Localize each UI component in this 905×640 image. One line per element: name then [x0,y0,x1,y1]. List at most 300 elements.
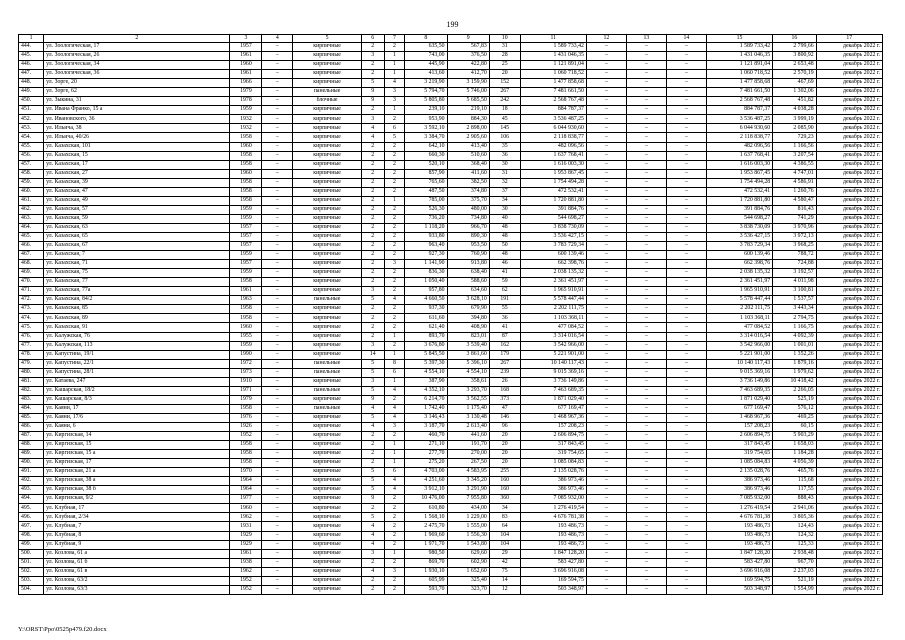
table-cell: – [262,404,293,413]
table-cell: декабрь 2022 г. [816,504,882,513]
table-cell: 1 121 891,04 [706,61,772,70]
table-cell: 933,80 [405,232,447,241]
table-cell: 32 [489,178,520,187]
document-footer-path: Y:\ORST\Ppo\0525p479.f20.docx [18,626,107,633]
table-cell: кирпичные [293,305,362,314]
table-row [19,422,883,431]
table-cell: – [626,106,666,115]
table-cell: 677 169,47 [520,404,586,413]
table-cell: 1958 [230,278,262,287]
table-cell: 48 [489,251,520,260]
table-cell: – [262,585,293,594]
table-row [19,567,883,576]
table-cell: 1958 [230,441,262,450]
table-cell: кирпичные [293,151,362,160]
table-cell: 2 905,60 [447,133,489,142]
table-cell: 1958 [230,187,262,196]
table-cell: – [262,386,293,395]
table-cell: 3 805,36 [773,513,816,522]
table-cell: 1 720 881,80 [520,196,586,205]
table-cell: 5 [361,296,384,305]
table-cell: 2 [361,269,384,278]
table-cell: 461. [19,196,44,205]
table-cell: 2 [384,187,405,196]
table-cell: – [586,260,626,269]
table-cell: – [586,187,626,196]
table-cell: ул. Капустина, 28/1 [44,368,230,377]
table-cell: – [586,70,626,79]
table-cell: 1 847 128,20 [706,549,772,558]
table-cell: 4 [384,404,405,413]
table-cell: 391 884,76 [706,205,772,214]
table-row [19,251,883,260]
table-cell: 3 536 487,25 [706,115,772,124]
table-cell: 2 202 111,75 [520,305,586,314]
table-cell: 3 314 016,54 [706,332,772,341]
table-cell: 2 [361,504,384,513]
table-cell: 1 965 910,91 [706,287,772,296]
table-cell: 1976 [230,413,262,422]
table-cell: – [626,260,666,269]
table-cell: 1929 [230,540,262,549]
table-cell: 662 398,76 [520,260,586,269]
table-cell: 87 [489,332,520,341]
table-cell: – [626,151,666,160]
table-cell: 1979 [230,395,262,404]
table-cell: 408,90 [447,323,489,332]
table-cell: – [626,115,666,124]
table-cell: кирпичные [293,196,362,205]
table-cell: 966,70 [447,223,489,232]
table-cell: – [626,404,666,413]
table-cell: 1 637 768,41 [520,151,586,160]
table-row [19,178,883,187]
table-cell: – [586,196,626,205]
table-cell: 1 085 084,83 [706,459,772,468]
table-cell: – [262,540,293,549]
table-cell: 1 589 733,42 [706,43,772,52]
table-row [19,350,883,359]
table-cell: 1 742,40 [405,404,447,413]
table-cell: панельные [293,296,362,305]
table-cell: 460. [19,187,44,196]
table-cell: 375,70 [447,196,489,205]
table-cell: 499. [19,540,44,549]
table-cell: 1 468 967,36 [520,413,586,422]
table-cell: 75 [489,567,520,576]
column-header: 16 [773,35,816,43]
table-cell: 1990 [230,350,262,359]
table-cell: 60,15 [773,422,816,431]
table-row [19,531,883,540]
table-cell: 1 555,00 [447,522,489,531]
table-cell: 567,83 [447,43,489,52]
table-cell: 9 [361,395,384,404]
table-cell: панельные [293,404,362,413]
table-cell: 1958 [230,160,262,169]
table-cell: – [626,305,666,314]
table-cell: кирпичные [293,531,362,540]
table-cell: ул. Казахская, 77а [44,287,230,296]
table-cell: декабрь 2022 г. [816,79,882,88]
table-cell: 610,80 [405,504,447,513]
table-cell: 3 562,55 [447,395,489,404]
table-cell: 3 [361,287,384,296]
table-cell: 5 [361,79,384,88]
table-cell: кирпичные [293,522,362,531]
table-cell: кирпичные [293,251,362,260]
table-row [19,269,883,278]
table-cell: 1 431 046,35 [706,52,772,61]
table-cell: 277,70 [405,450,447,459]
table-cell: 1926 [230,422,262,431]
table-cell: кирпичные [293,450,362,459]
table-cell: панельные [293,88,362,97]
table-cell: – [586,323,626,332]
table-cell: 193 486,73 [706,522,772,531]
table-cell: – [262,88,293,97]
table-cell: 20 [489,441,520,450]
table-cell: – [666,314,706,323]
table-cell: 1 720 881,80 [706,196,772,205]
table-cell: 1 118,20 [405,223,447,232]
table-cell: – [626,395,666,404]
table-cell: 1 141,90 [405,260,447,269]
table-row [19,151,883,160]
table-cell: 2 [384,242,405,251]
table-cell: 2 475,70 [405,522,447,531]
table-cell: 487,50 [405,187,447,196]
table-cell: декабрь 2022 г. [816,522,882,531]
table-cell: – [262,549,293,558]
table-cell: 9 015 369,16 [706,368,772,377]
table-cell: – [666,549,706,558]
table-cell: – [666,585,706,594]
table-cell: панельные [293,359,362,368]
table-cell: 3 384,70 [405,133,447,142]
table-cell: 500. [19,549,44,558]
table-cell: декабрь 2022 г. [816,124,882,133]
table-cell: 1 879,16 [773,359,816,368]
table-cell: 2 606 894,75 [520,432,586,441]
table-cell: 2 [384,305,405,314]
table-cell: декабрь 2022 г. [816,377,882,386]
table-cell: 1 [384,196,405,205]
table-cell: – [262,486,293,495]
table-cell: 2 [384,142,405,151]
table-cell: кирпичные [293,540,362,549]
table-cell: 5 396,10 [447,359,489,368]
table-cell: 3 219,90 [405,79,447,88]
table-cell: – [666,486,706,495]
table-cell: 387,90 [405,377,447,386]
table-cell: – [262,287,293,296]
table-cell: 1958 [230,196,262,205]
table-cell: 469,25 [773,413,816,422]
table-cell: 1 166,56 [773,142,816,151]
table-cell: 2 038 135,32 [520,269,586,278]
table-cell: – [586,278,626,287]
table-cell: ул. Казахская, 47 [44,187,230,196]
table-cell: 611,60 [405,314,447,323]
table-row [19,79,883,88]
table-cell: 2 [361,332,384,341]
table-cell: – [666,43,706,52]
table-row [19,232,883,241]
table-cell: кирпичные [293,52,362,61]
table-cell: 444. [19,43,44,52]
table-cell: 1 260,76 [773,187,816,196]
table-cell: декабрь 2022 г. [816,287,882,296]
table-cell: декабрь 2022 г. [816,332,882,341]
table-cell: 484. [19,404,44,413]
table-cell: – [586,43,626,52]
table-cell: 5 845,50 [405,350,447,359]
table-cell: кирпичные [293,576,362,585]
table-cell: 4 583,95 [447,468,489,477]
table-cell: 1 [384,350,405,359]
table-cell: ул. Калужская, 76 [44,332,230,341]
table-cell: ул. Капустина, 22/1 [44,359,230,368]
table-cell: – [666,558,706,567]
table-cell: 1 431 046,35 [520,52,586,61]
table-cell: – [666,459,706,468]
table-cell: – [626,413,666,422]
table-cell: декабрь 2022 г. [816,115,882,124]
table-cell: 1 979,62 [773,368,816,377]
table-cell: – [626,332,666,341]
table-cell: 1978 [230,97,262,106]
table-cell: 482 096,56 [520,142,586,151]
table-cell: 4 011,98 [773,278,816,287]
table-cell: 106 [489,133,520,142]
table-cell: 20 [489,70,520,79]
table-row [19,576,883,585]
table-cell: – [262,133,293,142]
table-cell: 1 [384,441,405,450]
table-cell: – [586,531,626,540]
table-cell: – [262,79,293,88]
table-cell: 481. [19,377,44,386]
table-cell: 2 [361,151,384,160]
table-cell: 5 805,80 [405,97,447,106]
table-cell: 2 [361,205,384,214]
page-number: 199 [446,20,459,29]
table-row [19,97,883,106]
column-header: 3 [230,35,262,43]
table-cell: – [626,97,666,106]
table-cell: 1959 [230,214,262,223]
table-cell: – [626,377,666,386]
table-row [19,187,883,196]
table-cell: декабрь 2022 г. [816,386,882,395]
table-cell: – [666,576,706,585]
table-cell: ул. Козлова, 61 а [44,549,230,558]
table-cell: – [586,97,626,106]
table-cell: кирпичные [293,79,362,88]
table-cell: 4 [384,386,405,395]
table-cell: 434,00 [447,504,489,513]
table-cell: – [262,61,293,70]
table-cell: – [666,404,706,413]
table-cell: 1910 [230,377,262,386]
table-cell: блочные [293,97,362,106]
table-cell: 30 [489,205,520,214]
table-cell: – [666,178,706,187]
table-cell: 10 140 117,43 [520,359,586,368]
column-header: 2 [44,35,230,43]
table-cell: 2 361 451,97 [520,278,586,287]
table-cell: кирпичные [293,61,362,70]
table-cell: – [586,576,626,585]
table-cell: 6 [384,124,405,133]
table-cell: 4 [361,404,384,413]
table-cell: – [262,70,293,79]
table-cell: 2 568 767,48 [520,97,586,106]
table-cell: 2 [361,558,384,567]
table-cell: 2 [361,178,384,187]
table-cell: 5 [361,359,384,368]
table-cell: – [626,223,666,232]
table-cell: кирпичные [293,115,362,124]
table-cell: 104 [489,540,520,549]
table-cell: – [262,43,293,52]
table-cell: 3 736 149,86 [706,377,772,386]
table-cell: кирпичные [293,278,362,287]
table-cell: 1 [384,549,405,558]
table-cell: 3 536 487,25 [520,115,586,124]
table-cell: – [666,377,706,386]
table-cell: 31 [489,169,520,178]
table-cell: – [626,160,666,169]
table-cell: 1977 [230,495,262,504]
table-cell: 2 [384,395,405,404]
table-cell: 485. [19,413,44,422]
table-cell: – [586,287,626,296]
table-cell: – [666,359,706,368]
table-cell: декабрь 2022 г. [816,187,882,196]
table-cell: – [262,232,293,241]
table-cell: 2 [361,585,384,594]
table-cell: 544 698,27 [520,214,586,223]
table-cell: 1 871 029,40 [706,395,772,404]
table-cell: 1963 [230,296,262,305]
table-cell: 36 [489,151,520,160]
table-cell: 2 [384,160,405,169]
table-cell: – [262,214,293,223]
table-cell: 458. [19,169,44,178]
table-cell: 358,61 [447,377,489,386]
table-row [19,160,883,169]
table-cell: – [626,549,666,558]
table-cell: – [586,522,626,531]
table-cell: 1 589 733,42 [520,43,586,52]
table-cell: 1960 [230,169,262,178]
table-cell: 487. [19,432,44,441]
table-cell: 1 930,10 [405,567,447,576]
table-cell: – [666,52,706,61]
table-cell: 1 969,60 [405,531,447,540]
table-cell: 502. [19,567,44,576]
table-cell: – [262,459,293,468]
table-cell: 2 361 451,97 [706,278,772,287]
table-cell: – [586,468,626,477]
table-cell: – [262,495,293,504]
table-cell: 1961 [230,70,262,79]
table-cell: 884,30 [447,115,489,124]
table-cell: 510,60 [447,151,489,160]
table-cell: 4 554,10 [405,368,447,377]
table-cell: 34 [489,504,520,513]
table-cell: декабрь 2022 г. [816,395,882,404]
table-cell: 2 [384,323,405,332]
table-cell: – [586,377,626,386]
table-cell: 1931 [230,522,262,531]
table-cell: 47 [489,404,520,413]
table-cell: – [262,151,293,160]
table-cell: – [626,133,666,142]
table-cell: – [666,269,706,278]
table-cell: 374,80 [447,187,489,196]
table-cell: 2 [384,341,405,350]
table-cell: 242 [489,97,520,106]
table-cell: кирпичные [293,133,362,142]
table-cell: 4 [361,124,384,133]
table-cell: 660,30 [405,151,447,160]
table-cell: 468. [19,260,44,269]
table-cell: 5 [361,513,384,522]
table-cell: 4 386,55 [773,160,816,169]
table-cell: декабрь 2022 г. [816,576,882,585]
table-cell: декабрь 2022 г. [816,567,882,576]
table-cell: 888,43 [773,495,816,504]
table-cell: – [626,70,666,79]
table-cell: 463. [19,214,44,223]
table-cell: 2 [361,232,384,241]
table-cell: 2 [361,142,384,151]
table-cell: 1 060 718,52 [706,70,772,79]
table-cell: 1 352,26 [773,350,816,359]
table-cell: ул. Зоологическая, 36 [44,70,230,79]
table-cell: – [626,242,666,251]
table-cell: 2 [384,115,405,124]
table-cell: декабрь 2022 г. [816,61,882,70]
table-cell: 40 [489,214,520,223]
table-cell: 465. [19,232,44,241]
table-cell: ул. Ивана Франко, 15 а [44,106,230,115]
table-cell: 267 [489,359,520,368]
table-row [19,477,883,486]
table-cell: декабрь 2022 г. [816,133,882,142]
table-cell: 724,88 [773,260,816,269]
table-cell: 3 314 016,54 [520,332,586,341]
table-cell: 4 554,10 [447,368,489,377]
table-cell: 270,00 [447,450,489,459]
table-cell: 2 135 028,76 [706,468,772,477]
table-cell: 857,90 [405,169,447,178]
table-cell: 3 146,43 [405,413,447,422]
table-cell: – [666,214,706,223]
table-cell: кирпичные [293,43,362,52]
table-cell: – [586,477,626,486]
table-cell: – [262,368,293,377]
table-cell: 1 658,03 [773,441,816,450]
table-cell: кирпичные [293,232,362,241]
table-cell: – [262,205,293,214]
table-row [19,377,883,386]
table-cell: ул. Зоологическая, 26 [44,52,230,61]
table-cell: 4 [384,296,405,305]
